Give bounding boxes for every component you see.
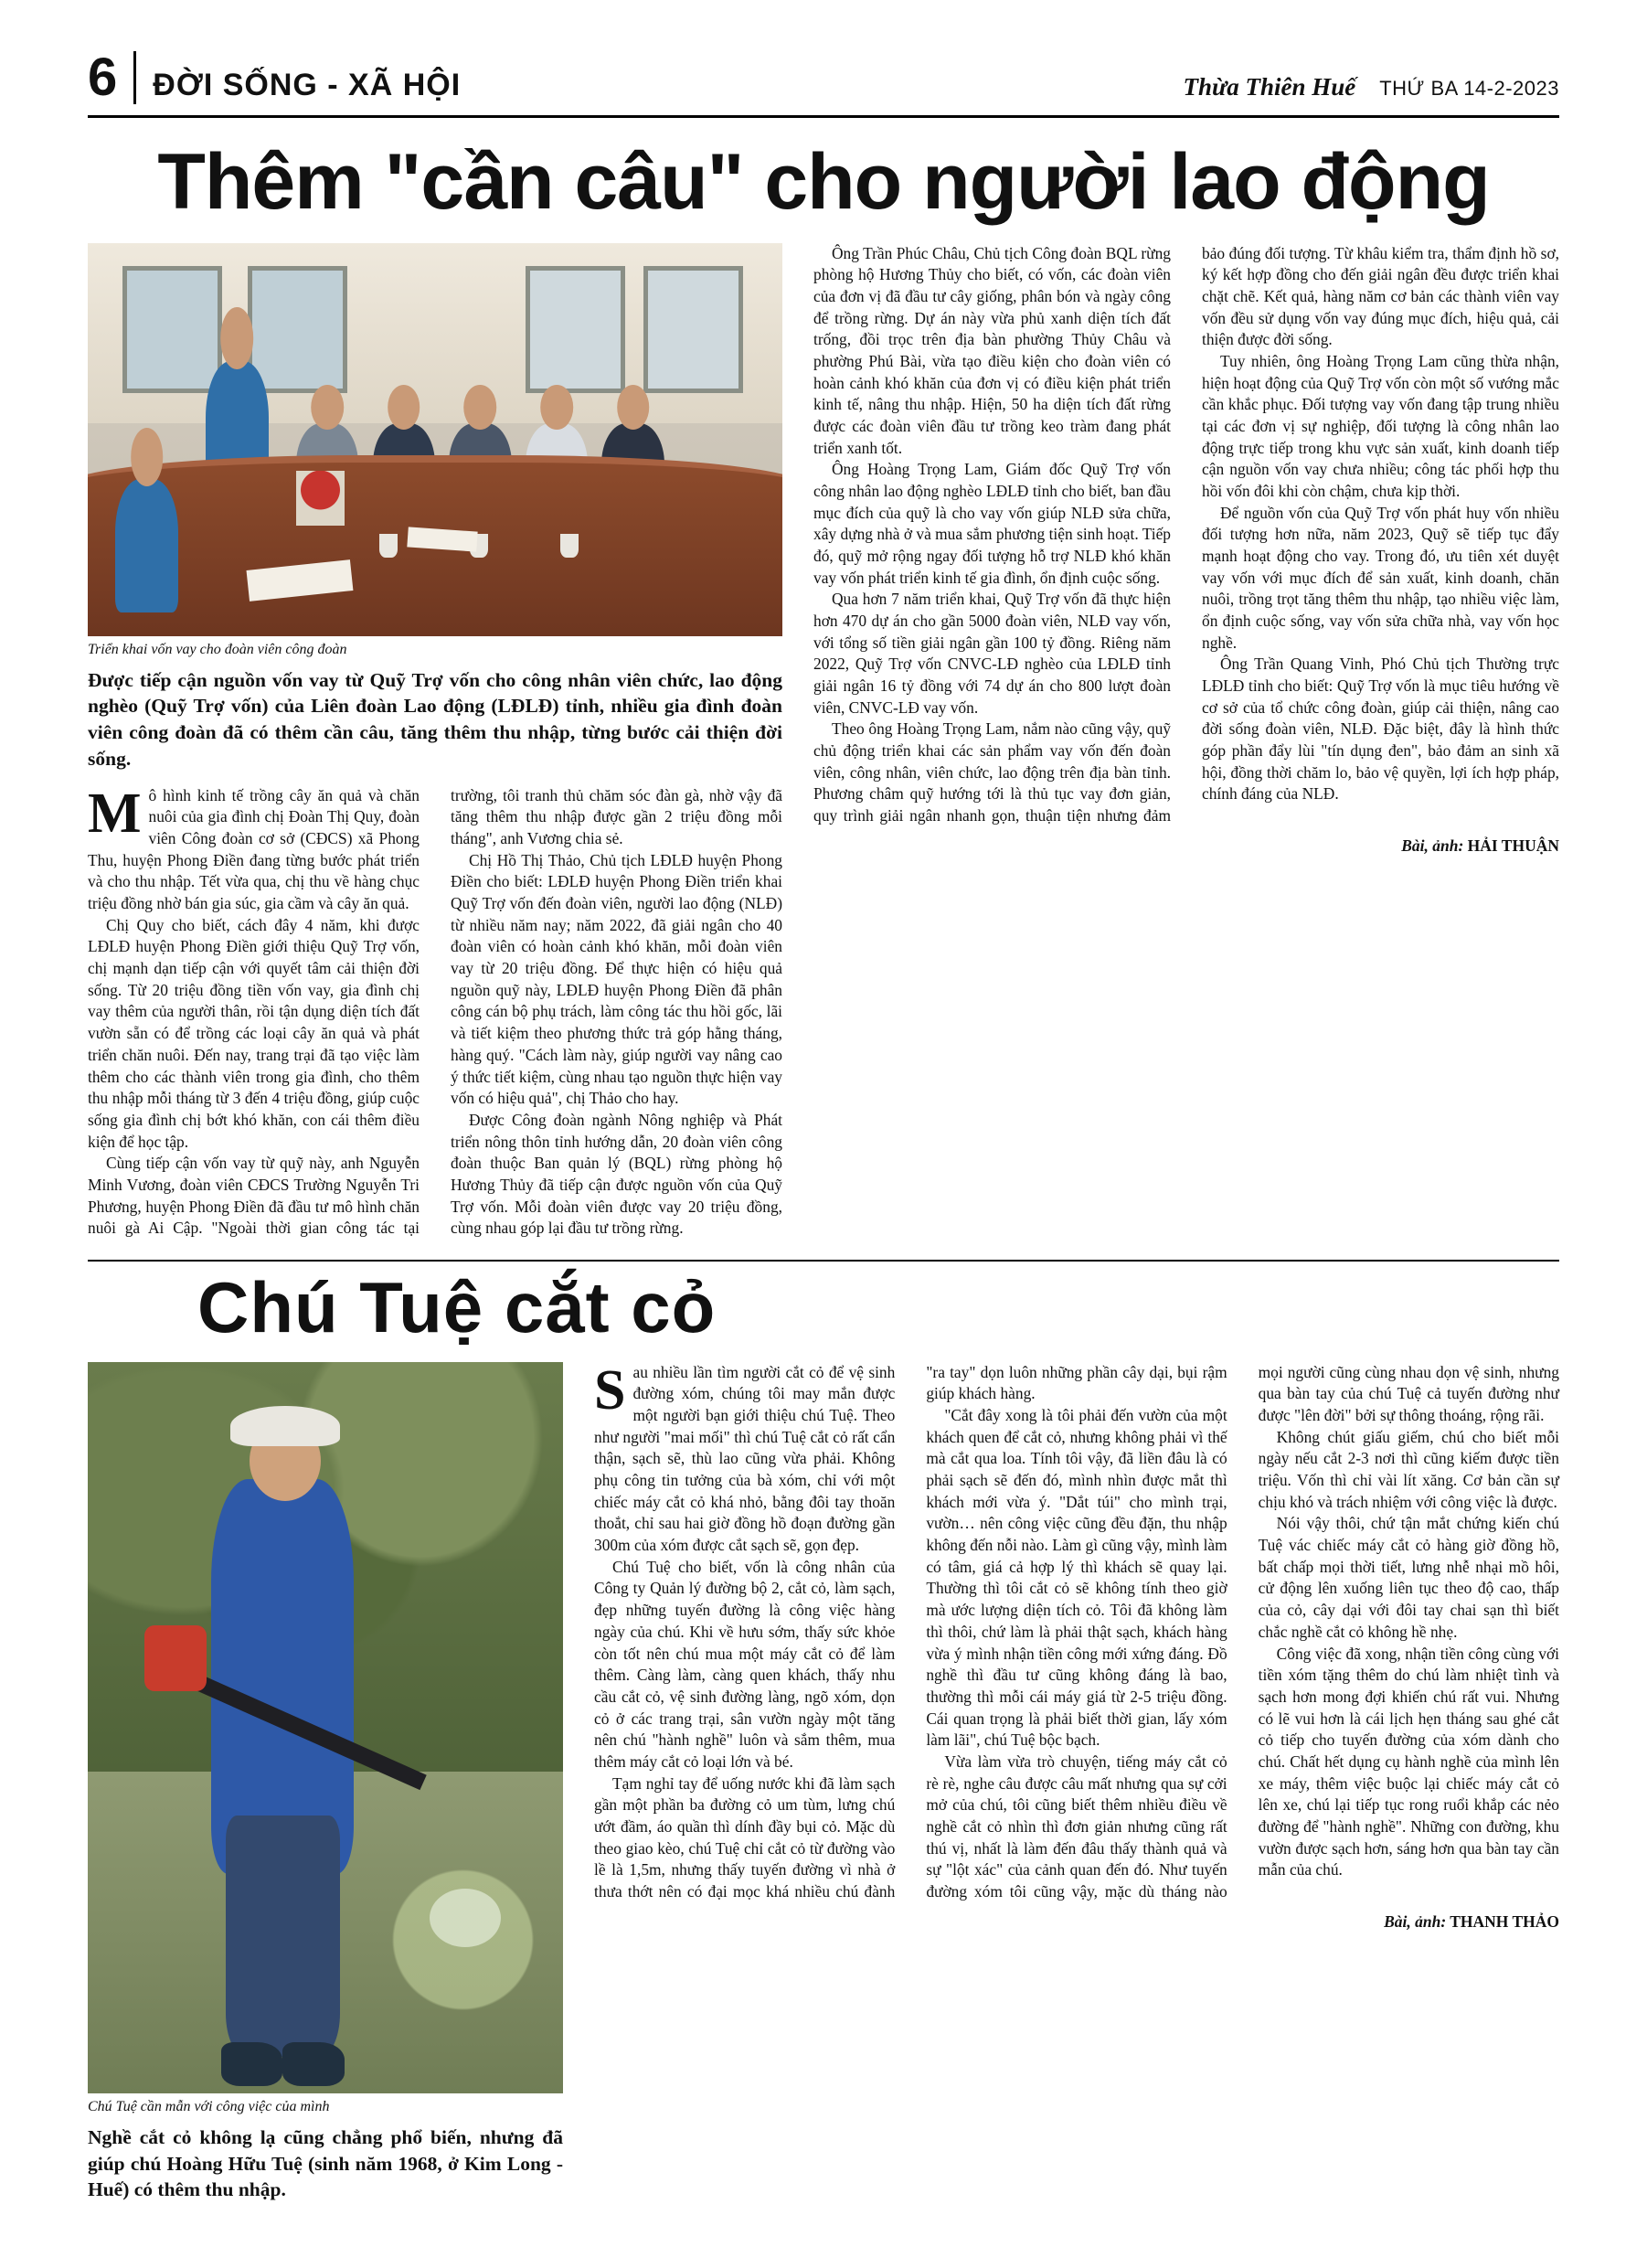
photo-window	[526, 266, 625, 393]
article-paragraph: Ông Trần Quang Vinh, Phó Chủ tịch Thường trực LĐLĐ tỉnh cho biết: Quỹ Trợ vốn là mục tiêu hướng về cơ sở của tổ chức công đoàn, giúp cải thiện, nâng cao đời sống đoàn viên, NLĐ. Đặc biệt, đây là hình thức góp phần đẩy lùi "tín dụng đen", bảo đảm an sinh xã hội, đồng thời chăm lo, bảo vệ quyền, lợi ích hợp pháp, chính đáng của NLĐ.	[1202, 655, 1559, 804]
article-primary-right-block	[813, 243, 1559, 856]
article-primary-top	[88, 243, 1559, 1240]
article-primary	[88, 138, 1559, 1240]
photo-worker-hat	[230, 1406, 340, 1446]
article-secondary	[88, 1266, 1559, 2216]
photo-worker-body	[211, 1479, 354, 1874]
paper-name: Thừa Thiên Huế	[1183, 73, 1356, 101]
byline-label: Bài, ảnh:	[1401, 836, 1464, 855]
article-paragraph: Ông Hoàng Trọng Lam, Giám đốc Quỹ Trợ vốn công nhân lao động nghèo LĐLĐ tỉnh cho biết, ban đầu mục đích của quỹ là cho vay vốn giúp NLĐ sửa chữa, xây dựng nhà ở và mua sắm phương tiện sinh hoạt. Tiếp đó, quỹ mở rộng ngay đối tượng hỗ trợ NLĐ khó khăn vay vốn phát triển kinh tế gia đình, ổn định cuộc sống.	[813, 460, 1171, 587]
article-paragraph: Qua hơn 7 năm triển khai, Quỹ Trợ vốn đã thực hiện hơn 470 dự án cho gần 5000 đoàn viên, NLĐ vay vốn, với tổng số tiền giải ngân gần 100 tỷ đồng. Riêng năm 2022, Quỹ Trợ vốn CNVC-LĐ nghèo của LĐLĐ tỉnh giải ngân 16 tỷ đồng với 74 dự án cho 800 lượt đoàn viên, CNVC-LĐ vay vốn.	[813, 590, 1171, 717]
photo-worker-boot	[282, 2042, 345, 2086]
article-paragraph: Công việc đã xong, nhận tiền công cùng với tiền xóm tặng thêm do chú làm nhiệt tình và sạch hơn mong đợi khiến chú rất vui. Nhưng có lẽ vui hơn là cái lịch hẹn tháng sau ghé cắt cỏ tiếp cho tuyến đường của xóm dành cho chú. Chất hết dụng cụ hành nghề của mình lên xe máy, thêm việc buộc lại chiếc máy cắt cỏ lên xe, chú lại tiếp tục rong ruổi khắp các nẻo đường để "hành nghề". Những con đường, khu vườn được sạch hơn, sáng hơn qua bàn tay cần mẫn của chú.	[1258, 1644, 1559, 1879]
article-primary-byline	[813, 836, 1559, 856]
photo-window	[248, 266, 347, 393]
article-paragraph: Được Công đoàn ngành Nông nghiệp và Phát triển nông thôn tỉnh hướng dẫn, 20 đoàn viên công đoàn thuộc Ban quản lý (BQL) rừng phòng hộ Hương Thủy đã tiếp cận được nguồn vốn của Quỹ Trợ vốn. Mỗi đoàn viên được vay 20 triệu đồng, cùng nhau góp lại đầu tư trồng rừng.	[451, 1110, 782, 1238]
article-paragraph: Cùng tiếp cận vốn vay từ quỹ này, anh Nguyễn Minh Vương, đoàn viên CĐCS Trường Nguyễn Tri Phương, huyện Phong Điền đã đầu tư mô hình chăn nuôi gà Ai Cập. "Ngoài thời gian công tác tại trường, tôi tranh thủ chăm sóc đàn gà, nhờ vậy đã tăng thêm thu nhập được gần 2 triệu đồng mỗi tháng", anh Vương chia sẻ.	[88, 785, 782, 1238]
photo-cup	[379, 534, 398, 558]
article-primary-headline: Thêm "cần câu" cho người lao động	[157, 138, 1490, 226]
article-paragraph: Mô hình kinh tế trồng cây ăn quả và chăn nuôi của gia đình chị Đoàn Thị Quy, đoàn viên Công đoàn cơ sở (CĐCS) xã Phong Thu, huyện Phong Điền đang từng bước phát triển và cho thu nhập. Tết vừa qua, chị thu về hàng chục triệu đồng nhờ bán gia súc, gia cầm và cây ăn quả.	[88, 782, 420, 913]
byline-author: HẢI THUẬN	[1467, 836, 1559, 855]
article-primary-left-block	[88, 243, 782, 1240]
article-secondary-body	[88, 1358, 1559, 2216]
article-secondary-text-block	[594, 1358, 1559, 1932]
article-primary-standfirst: Được tiếp cận nguồn vốn vay từ Quỹ Trợ vốn cho công nhân viên chức, lao động nghèo (Quỹ Trợ vốn) của Liên đoàn Lao động (LĐLĐ) tỉnh, nhiều gia đình đoàn viên công đoàn đã có thêm cần câu, tăng thêm thu nhập, từng bước cải thiện đời sống.	[88, 668, 782, 770]
article-secondary-standfirst: Nghề cắt cỏ không lạ cũng chẳng phổ biến, nhưng đã giúp chú Hoàng Hữu Tuệ (sinh năm 1968, ở Kim Long - Huế) có thêm thu nhập.	[88, 2125, 563, 2201]
article-secondary-headline: Chú Tuệ cắt cỏ	[197, 1266, 717, 1347]
article-separator	[88, 1260, 1559, 1262]
photo-person-foreground	[115, 479, 177, 612]
article-secondary-columns	[594, 1358, 1559, 1903]
article-paragraph: Tuy nhiên, ông Hoàng Trọng Lam cũng thừa nhận, hiện hoạt động của Quỹ Trợ vốn còn một số vướng mắc cần khắc phục. Đối tượng vay vốn đang tập trung nhiều tại các đơn vị sự nghiệp, đối tượng là công nhân lao động trực tiếp trong khu vực sản xuất, kinh doanh tiếp cận nguồn vốn vay chưa nhiều; công tác phối hợp thu hồi vốn đôi khi còn chậm, chưa kịp thời.	[1202, 351, 1559, 500]
photo-cup	[560, 534, 579, 558]
article-paragraph: Chị Quy cho biết, cách đây 4 năm, khi được LĐLĐ huyện Phong Điền giới thiệu Quỹ Trợ vốn, chị mạnh dạn tiếp cận với quyết tâm cải thiện đời sống. Từ 20 triệu đồng tiền vốn vay, gia đình chị vay thêm của người thân, rồi tận dụng diện tích đất vườn sẵn có để trồng các loại cây ăn quả và phát triển chăn nuôi. Đến nay, trang trại đã tạo việc làm thêm cho các thành viên trong gia đình, cho thêm thu nhập mỗi tháng từ 3 đến 4 triệu đồng, giúp cuộc sống gia đình chị bớt khó khăn, con cái thêm điều kiện để học tập.	[88, 915, 420, 1151]
grass-cutting-photo	[88, 1362, 563, 2093]
article-paragraph: Tạm nghỉ tay để uống nước khi đã làm sạch gần một phần ba đường cỏ um tùm, lưng chú ướt đầm, áo quần thì dính đầy bụi cỏ. Mặc dù theo giao kèo, chú Tuệ chỉ cắt cỏ từ đường vào lề là 1,5m, nhưng thấy tuyến đường vì nhà ở thưa thớt nên có đại mọc khá nhiều chú đành "ra tay" dọn luôn những phần cây dại, bụi rậm giúp khách hàng.	[594, 1362, 1227, 1901]
article-paragraph: "Cắt đây xong là tôi phải đến vườn của một khách quen để cắt cỏ, nhưng không phải vì thế mà cắt qua loa. Tính tôi vậy, đã liền đâu là có phải sạch sẽ đến đó, mình nhìn được mắt thì khách mới vừa ý. "Dắt túi" cho mình trại, vườn… nên công việc cũng đều đặn, thu nhập không đến nỗi nào. Làm gì cũng vậy, mình làm có tâm, giá cả hợp lý thì khách sẽ quay lại. Thường thì tôi cắt cỏ sẽ không tính theo giờ mà ước lượng diện tích cỏ. Tôi đã không làm thì thôi, chứ làm là phải thật sạch, khách hàng vừa ý mình nhận tiền công mới xứng đáng. Đồ nghề thì đầu tư cũng không đáng là bao, thường thì mỗi cái máy giá từ 2-5 triệu đồng. Cái quan trọng là phải biết thời gian, lấy xóm làm lãi", chú Tuệ bộc bạch.	[926, 1406, 1227, 1750]
photo-worker-legs	[226, 1815, 340, 2057]
photo-trimmer-motor	[144, 1625, 207, 1691]
article-primary-columns-right	[813, 243, 1559, 827]
article-paragraph: Chú Tuệ cho biết, vốn là công nhân của Công ty Quản lý đường bộ 2, cắt cỏ, làm sạch, đẹp những tuyến đường là công việc hàng ngày của chú. Khi về hưu sớm, thấy sức khỏe còn tốt nên chú mua một máy cắt cỏ để làm thêm. Càng làm, càng quen khách, thấy nhu cầu cắt cỏ, vệ sinh đường làng, ngõ xóm, dọn cỏ ở các trang trại, sân vườn ngày một tăng nên chú "hành nghề" luôn và sắm thêm, mua thêm máy cắt cỏ loại lớn và bé.	[594, 1557, 896, 1771]
article-secondary-photo-caption: Chú Tuệ cần mẫn với công việc của mình	[88, 2098, 330, 2114]
article-primary-photo-caption: Triển khai vốn vay cho đoàn viên công đoàn	[88, 641, 347, 657]
article-paragraph: Vừa làm vừa trò chuyện, tiếng máy cắt cỏ rè rè, nghe câu được câu mất nhưng qua sự cởi mở của chú, tôi cũng biết thêm nhiều điều về nghề cắt cỏ nhìn thì đơn giản nhưng cũng rất thú vị, nhất là làm đến đâu thấy thành quả và sự "lột xác" của cảnh quan đến đó. Như tuyến đường xóm tôi cũng vậy, mặc dù tháng nào mọi người cũng cùng nhau dọn vệ sinh, nhưng qua bàn tay của chú Tuệ cả tuyến đường như được "lên đời" bởi sự thông thoáng, rộng rãi.	[926, 1362, 1559, 1901]
masthead-divider	[133, 51, 136, 104]
article-paragraph: Chị Hồ Thị Thảo, Chủ tịch LĐLĐ huyện Phong Điền cho biết: LĐLĐ huyện Phong Điền triển khai Quỹ Trợ vốn đến đoàn viên, người lao động (NLĐ) từ nhiều năm nay; năm 2022, đã giải ngân cho 40 đoàn viên có hoàn cảnh khó khăn, mỗi đoàn viên vay từ 20 triệu đồng. Để thực hiện có hiệu quả nguồn quỹ này, LĐLĐ huyện Phong Điền đã phân công cán bộ phụ trách, làm công tác thu hồi gốc, lãi và tiết kiệm theo phương thức trả góp hằng tháng, hàng quý. "Cách làm này, giúp người vay nâng cao ý thức tiết kiệm, cùng nhau tạo nguồn thực hiện vay vốn có hiệu quả", chị Thảo cho hay.	[451, 850, 782, 1108]
article-primary-photo-block	[88, 243, 782, 772]
section-title: ĐỜI SỐNG - XÃ HỘI	[153, 68, 462, 102]
article-paragraph: Sau nhiều lần tìm người cắt cỏ để vệ sinh đường xóm, chúng tôi may mắn được một người bạn giới thiệu chú Tuệ. Theo như người "mai mối" thì chú Tuệ cắt cỏ rất cẩn thận, sạch sẽ, thù lao cũng vừa phải. Không phụ công tin tưởng của bà xóm, chỉ với một chiếc máy cắt cỏ khá nhỏ, bằng đôi tay thoăn thoắt, chỉ sau hai giờ đồng hồ đoạn đường gần 300m của xóm được cắt sạch sẽ, gọn đẹp.	[594, 1358, 896, 1555]
article-paragraph: Không chút giấu giếm, chú cho biết mỗi ngày nếu cắt 2-3 nơi thì cũng kiếm được tiền triệu. Vốn thì chỉ vài lít xăng. Cơ bản cần sự chịu khó và trách nhiệm với công việc là được.	[1258, 1427, 1559, 1511]
article-paragraph: Ông Trần Phúc Châu, Chủ tịch Công đoàn BQL rừng phòng hộ Hương Thủy cho biết, có vốn, các đoàn viên của đơn vị đã đầu tư cây giống, phân bón và ngày công để trồng rừng. Dự án này vừa phủ xanh diện tích đất trống, đồi trọc trên địa bàn phường Thủy Châu và phường Phú Bài, vừa tạo điều kiện cho đoàn viên có hoàn cảnh khó khăn của đơn vị có điều kiện phát triển kinh tế, nâng thu nhập. Hiện, 50 ha diện tích đất rừng được các đoàn viên đầu tư trồng keo tràm đang phát triển xanh tốt.	[813, 243, 1171, 457]
photo-grass-spray	[382, 1859, 544, 2020]
meeting-photo	[88, 243, 782, 636]
masthead-right	[1184, 73, 1559, 101]
article-primary-columns-left	[88, 782, 782, 1240]
photo-flower-vase	[296, 471, 345, 526]
article-paragraph: Nói vậy thôi, chứ tận mắt chứng kiến chú Tuệ vác chiếc máy cắt cỏ hàng giờ đồng hồ, bất chấp mọi thời tiết, lưng nhễ nhại mồ hôi, cử động lên xuống liên tục theo độ cao, thấp của cỏ, cây dại với đôi tay chai sạn thì biết chắc nghề cắt cỏ không hề nhẹ.	[1258, 1514, 1559, 1641]
photo-window	[643, 266, 743, 393]
article-paragraph: Để nguồn vốn của Quỹ Trợ vốn phát huy vốn nhiều đối tượng hơn nữa, năm 2023, Quỹ sẽ tiếp tục đẩy mạnh hoạt động cho vay. Trong đó, ưu tiên xét duyệt vay vốn với mục đích để sản xuất, kinh doanh, chăn nuôi, trồng trọt tăng thêm thu nhập, tạo nhiều việc làm, ổn định cuộc sống, vay vốn sửa chữa nhà, vay vốn học nghề.	[1202, 503, 1559, 652]
photo-worker-boot	[221, 2042, 283, 2086]
byline-label: Bài, ảnh:	[1384, 1911, 1447, 1931]
photo-window	[122, 266, 222, 393]
article-secondary-photo-block	[88, 1362, 563, 2216]
issue-date: THỨ BA 14-2-2023	[1379, 77, 1559, 100]
article-secondary-byline	[594, 1912, 1559, 1932]
byline-author: THANH THẢO	[1450, 1911, 1559, 1931]
page-folio-number: 6	[88, 48, 118, 107]
article-paragraph: Theo ông Hoàng Trọng Lam, nắm nào cũng vậy, quỹ chủ động triển khai các sản phẩm vay vốn đến đoàn viên, công nhân, viên chức, lao động trên địa bàn tỉnh. Phương châm quỹ hướng tới là thủ tục vay đơn giản, quy trình giải ngân nhanh gọn, thuận tiện nhưng đảm bảo đúng đối tượng. Từ khâu kiểm tra, thẩm định hồ sơ, ký kết hợp đồng cho đến giải ngân đều được triển khai chặt chẽ. Kết quả, hàng năm cơ bản các thành viên vay vốn đều sử dụng vốn vay đúng mục đích, hiệu quả, cải thiện được đời sống.	[813, 243, 1559, 825]
page-masthead	[88, 48, 1559, 118]
